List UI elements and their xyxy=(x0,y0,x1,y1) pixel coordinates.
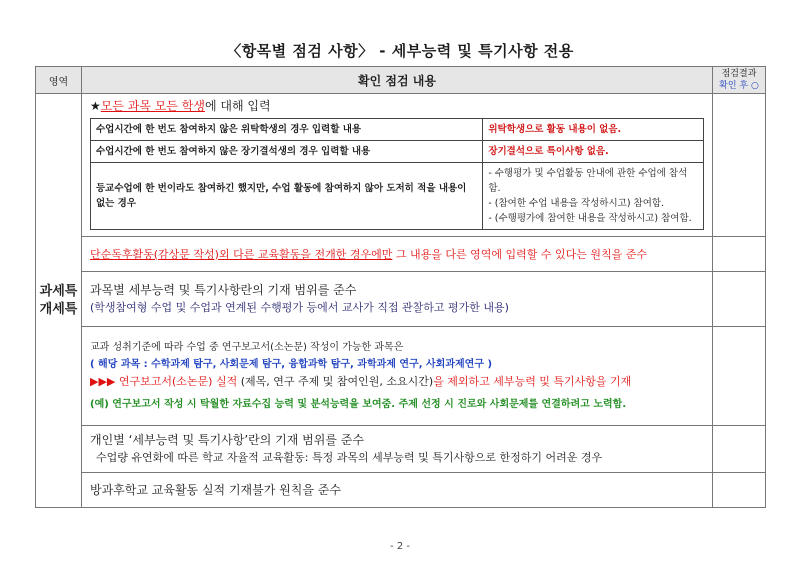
inner-left: 수업시간에 한 번도 참여하지 않은 장기결석생의 경우 입력할 내용 xyxy=(91,141,483,163)
header-main: 확인 점검 내용 xyxy=(82,67,713,94)
inner-left: 등교수업에 한 번이라도 참여하긴 했지만, 수업 활동에 참여하지 않아 도저히 적을 내용이 없는 경우 xyxy=(91,163,483,230)
table-row xyxy=(36,473,766,508)
table-header-row xyxy=(36,67,766,94)
inner-table xyxy=(90,118,704,230)
result-cell[interactable] xyxy=(713,272,766,327)
row2-content xyxy=(82,237,713,272)
inner-right: 장기결석으로 특이사항 없음. xyxy=(483,141,704,163)
row5-line1: 개인별 ‘세부능력 및 특기사항’란의 기재 범위를 준수 xyxy=(90,433,364,447)
header-result-line2: 확인 후 ○ xyxy=(719,81,759,91)
checklist-table xyxy=(35,66,766,508)
list-item: - (수행평가에 참여한 내용을 작성하시고) 참여함. xyxy=(488,213,692,224)
row4-mid: (제목, 연구 주제 및 참여인원, 소요시간) xyxy=(237,375,434,388)
row5-line2: 수업량 유연화에 따른 학교 자율적 교육활동: 특정 과목의 세부능력 및 특기사항으로 한정하기 어려운 경우 xyxy=(96,451,603,464)
list-item: - (참여한 수업 내용을 작성하시고) 참여함. xyxy=(488,198,665,209)
header-result xyxy=(713,67,766,94)
table-row xyxy=(36,272,766,327)
header-result-line1: 점검결과 xyxy=(721,69,757,79)
row1-rest: 에 대해 입력 xyxy=(204,99,271,113)
row5-content xyxy=(82,426,713,473)
table-row xyxy=(36,94,766,237)
result-cell[interactable] xyxy=(713,94,766,237)
inner-right-list xyxy=(483,163,704,230)
row4-line2: ( 해당 과목 : 수학과제 탐구, 사회문제 탐구, 융합과학 탐구, 과학과제 연구, 사회과제연구 ) xyxy=(90,359,493,370)
row1-content xyxy=(82,94,713,237)
table-row xyxy=(36,426,766,473)
area-label-line2: 개세특 xyxy=(39,301,78,317)
header-area: 영역 xyxy=(36,67,82,94)
result-cell[interactable] xyxy=(713,473,766,508)
row3-content xyxy=(82,272,713,327)
row3-line2: (학생참여형 수업 및 수업과 연계된 수행평가 등에서 교사가 직접 관찰하고 평가한 내용) xyxy=(90,301,509,314)
row6-content: 방과후학교 교육활동 실적 기재불가 원칙을 준수 xyxy=(82,473,713,508)
inner-right: 위탁학생으로 활동 내용이 없음. xyxy=(483,119,704,141)
inner-row xyxy=(91,163,704,230)
inner-row xyxy=(91,141,704,163)
result-cell[interactable] xyxy=(713,426,766,473)
row1-red-text: 모든 과목 모든 학생 xyxy=(100,99,205,113)
row4-example: (예) 연구보고서 작성 시 탁월한 자료수집 능력 및 분석능력을 보여줌. 주제 선정 시 진로와 사회문제를 연결하려고 노력함. xyxy=(90,399,627,410)
result-cell[interactable] xyxy=(713,237,766,272)
row3-line1: 과목별 세부능력 및 특기사항란의 기재 범위를 준수 xyxy=(90,283,357,297)
document-title: 〈항목별 점검 사항〉 - 세부능력 및 특기사항 전용 xyxy=(226,42,574,60)
table-row xyxy=(36,237,766,272)
result-cell[interactable] xyxy=(713,327,766,426)
page-number: - 2 - xyxy=(390,541,410,552)
table-row xyxy=(36,327,766,426)
star-icon: ★ xyxy=(90,99,101,113)
row4-red2: 을 제외하고 세부능력 및 특기사항을 기재 xyxy=(433,375,632,388)
row2-rest: 그 내용을 다른 영역에 입력할 수 있다는 원칙을 준수 xyxy=(392,247,647,261)
arrow-icon: ▶▶▶ xyxy=(90,375,116,388)
area-label xyxy=(36,94,82,508)
row4-content xyxy=(82,327,713,426)
area-label-line1: 과세특 xyxy=(39,283,78,299)
row4-line1: 교과 성취기준에 따라 수업 중 연구보고서(소논문) 작성이 가능한 과목은 xyxy=(90,342,404,353)
inner-left: 수업시간에 한 번도 참여하지 않은 위탁학생의 경우 입력할 내용 xyxy=(91,119,483,141)
list-item: - 수행평가 및 수업활동 안내에 관한 수업에 참석함. xyxy=(488,168,688,194)
row2-red-part: 단순독후활동(감상문 작성)외 다른 교육활동을 전개한 경우에만 xyxy=(90,247,393,261)
inner-row xyxy=(91,119,704,141)
row4-red1: 연구보고서(소논문) 실적 xyxy=(115,375,238,388)
